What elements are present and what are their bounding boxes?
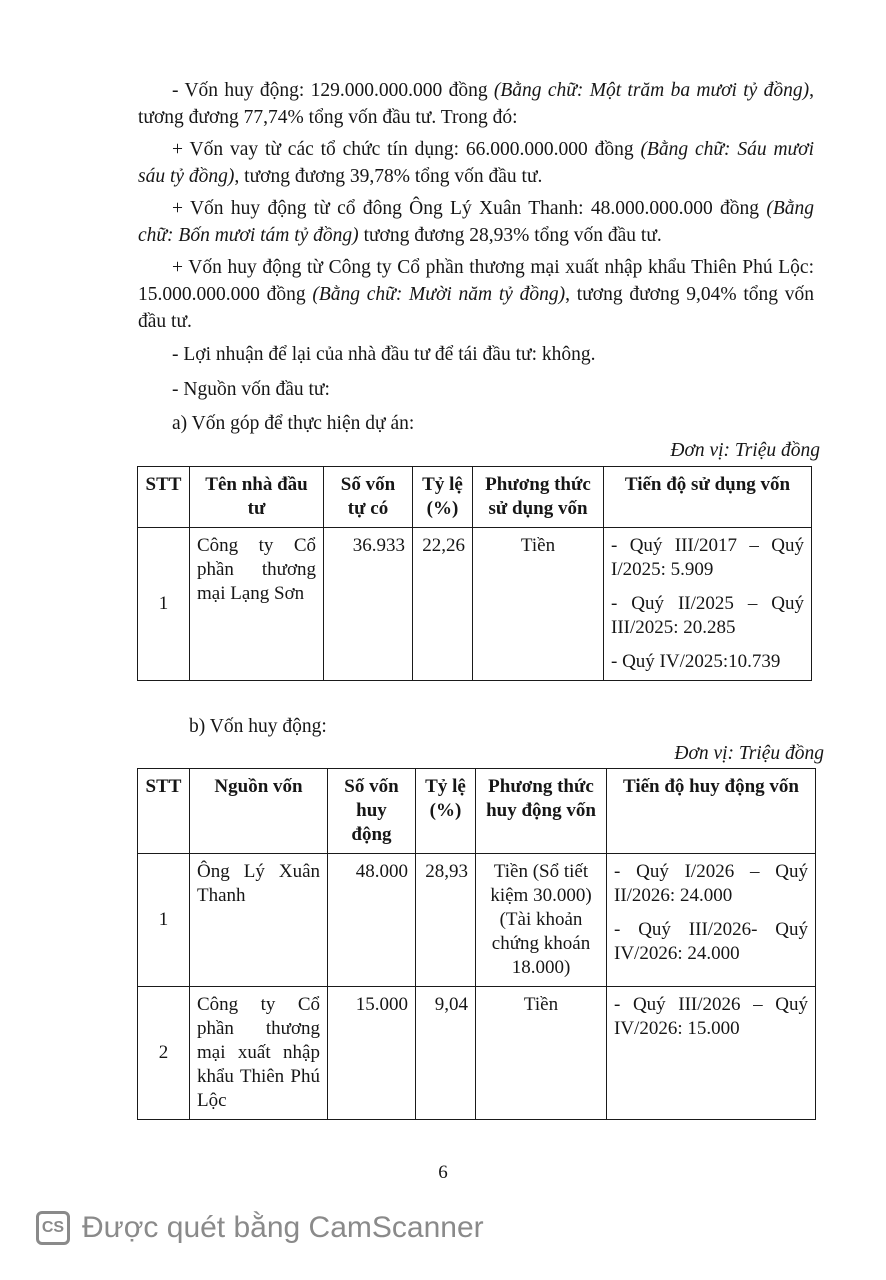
watermark-text: Được quét bằng CamScanner <box>82 1211 484 1244</box>
text-run-italic: (Bằng chữ: Bốn mươi tám tỷ đồng) <box>138 198 814 246</box>
header-own-capital: Số vốn tự có <box>324 467 413 528</box>
table-row <box>138 854 816 987</box>
schedule-item: - Quý IV/2025:10.739 <box>611 651 781 672</box>
schedule-item: - Quý II/2025 – Quý III/2025: 20.285 <box>611 593 804 638</box>
text-run: + Vốn huy động từ Công ty Cổ phần thương mại xuất nhập khẩu Thiên Phú Lộc: 15.000.000.000 đồng <box>138 257 814 305</box>
cell-method: Tiền <box>473 528 604 681</box>
cell-schedule <box>607 987 816 1120</box>
schedule-item: - Quý I/2026 – Quý II/2026: 24.000 <box>614 861 808 906</box>
header-source: Nguồn vốn <box>190 769 328 854</box>
text-run: + Vốn huy động từ cổ đông Ông Lý Xuân Thanh: 48.000.000.000 đồng <box>172 198 767 219</box>
header-schedule: Tiến độ sử dụng vốn <box>604 467 812 528</box>
camscanner-logo-icon: CS <box>36 1211 70 1245</box>
cell-amount: 36.933 <box>324 528 413 681</box>
cell-ratio: 22,26 <box>413 528 473 681</box>
header-investor: Tên nhà đầu tư <box>190 467 324 528</box>
schedule-item: - Quý III/2026- Quý IV/2026: 24.000 <box>614 919 808 964</box>
header-schedule: Tiến độ huy động vốn <box>607 769 816 854</box>
schedule-item: - Quý III/2017 – Quý I/2025: 5.909 <box>611 535 804 580</box>
table-row <box>138 528 812 681</box>
header-stt: STT <box>138 769 190 854</box>
cell-investor: Công ty Cổ phần thương mại Lạng Sơn <box>190 528 324 681</box>
text-run: + Vốn vay từ các tổ chức tín dụng: 66.000.000.000 đồng <box>172 139 641 160</box>
cell-schedule <box>604 528 812 681</box>
cell-amount: 48.000 <box>328 854 416 987</box>
cell-amount: 15.000 <box>328 987 416 1120</box>
page-number: 6 <box>438 1162 448 1183</box>
text-run: , tương đương 77,74% tổng vốn đầu tư. Trong đó: <box>138 80 814 128</box>
text-run-italic: (Bằng chữ: Sáu mươi sáu tỷ đồng) <box>138 139 814 187</box>
table-contributed-capital <box>137 466 812 681</box>
table-mobilized-capital <box>137 768 816 1120</box>
camscanner-watermark <box>36 1208 484 1248</box>
schedule-item: - Quý III/2026 – Quý IV/2026: 15.000 <box>614 994 808 1039</box>
cell-stt: 1 <box>138 854 190 987</box>
text-run: , tương đương 9,04% tổng vốn đầu tư. <box>138 284 815 332</box>
paragraph-shareholder-capital <box>138 195 814 249</box>
paragraph-company-capital <box>138 254 814 335</box>
cell-source: Công ty Cổ phần thương mại xuất nhập khẩu Thiên Phú Lộc <box>190 987 328 1120</box>
text-run: , tương đương 39,78% tổng vốn đầu tư. <box>234 166 543 187</box>
header-ratio: Tỷ lệ (%) <box>416 769 476 854</box>
text-run: tương đương 28,93% tổng vốn đầu tư. <box>358 225 662 246</box>
table-row <box>138 987 816 1120</box>
header-ratio: Tỷ lệ (%) <box>413 467 473 528</box>
cell-method: Tiền <box>476 987 607 1120</box>
header-method: Phương thức huy động vốn <box>476 769 607 854</box>
cell-source: Ông Lý Xuân Thanh <box>190 854 328 987</box>
unit-label-a: Đơn vị: Triệu đồng <box>670 440 820 461</box>
cell-ratio: 9,04 <box>416 987 476 1120</box>
header-stt: STT <box>138 467 190 528</box>
paragraph-credit-loans <box>138 136 814 190</box>
table-header-row <box>138 467 812 528</box>
section-heading-b: b) Vốn huy động: <box>189 716 327 737</box>
text-run-italic: (Bằng chữ: Một trăm ba mươi tỷ đồng) <box>493 80 810 101</box>
cell-stt: 1 <box>138 528 190 681</box>
unit-label-b: Đơn vị: Triệu đồng <box>674 743 824 764</box>
paragraph-capital-source: - Nguồn vốn đầu tư: <box>172 379 330 400</box>
paragraph-retained-profit: - Lợi nhuận để lại của nhà đầu tư để tái đầu tư: không. <box>172 344 596 365</box>
cell-ratio: 28,93 <box>416 854 476 987</box>
section-heading-a: a) Vốn góp để thực hiện dự án: <box>172 413 415 434</box>
cell-stt: 2 <box>138 987 190 1120</box>
cell-method: Tiền (Sổ tiết kiệm 30.000) (Tài khoản chứng khoán 18.000) <box>476 854 607 987</box>
header-mobilized-amount: Số vốn huy động <box>328 769 416 854</box>
header-method: Phương thức sử dụng vốn <box>473 467 604 528</box>
cell-schedule <box>607 854 816 987</box>
paragraph-mobilized-capital <box>138 77 814 131</box>
table-header-row <box>138 769 816 854</box>
text-run: - Vốn huy động: 129.000.000.000 đồng <box>172 80 494 101</box>
text-run-italic: (Bằng chữ: Mười năm tỷ đồng) <box>312 284 566 305</box>
